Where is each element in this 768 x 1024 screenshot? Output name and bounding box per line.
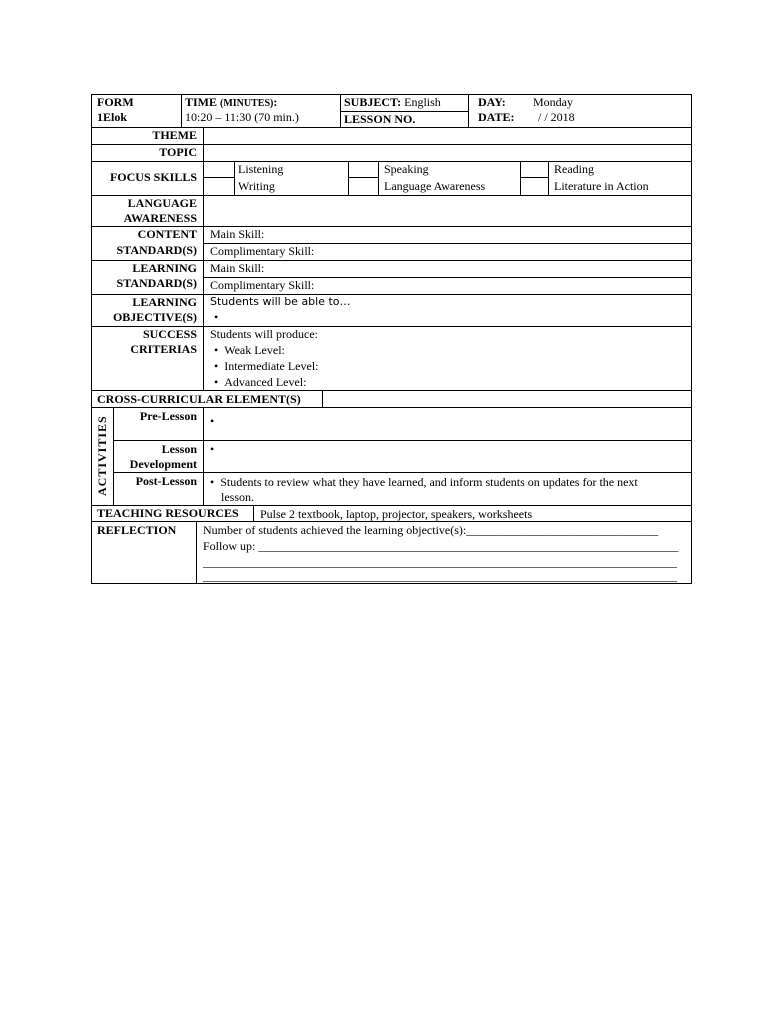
- post-lesson-label: Post-Lesson: [135, 474, 197, 488]
- learning-objective-text: Students will be able to…: [210, 295, 351, 308]
- learning-complimentary-skill: Complimentary Skill:: [210, 278, 315, 292]
- content-main-skill: Main Skill:: [210, 227, 265, 241]
- subject-field: SUBJECT: English: [344, 95, 441, 109]
- content-standard-label-1: CONTENT: [137, 227, 197, 241]
- success-advanced: • Advanced Level:: [214, 375, 307, 389]
- content-complimentary-skill: Complimentary Skill:: [210, 244, 315, 258]
- lesson-development-label-2: Development: [129, 457, 197, 471]
- post-lesson-text-2: lesson.: [221, 490, 254, 504]
- skill-writing: Writing: [238, 179, 275, 193]
- time-value: 10:20 – 11:30 (70 min.): [185, 110, 299, 124]
- reflection-label: REFLECTION: [97, 523, 177, 537]
- lesson-no-label: LESSON NO.: [344, 112, 416, 126]
- skill-literature: Literature in Action: [554, 179, 649, 193]
- learning-standard-label-2: STANDARD(S): [116, 276, 197, 290]
- focus-skills-label: FOCUS SKILLS: [109, 170, 197, 184]
- pre-lesson-bullet: [210, 414, 220, 428]
- time-label: TIME (MINUTES):: [185, 95, 278, 109]
- lesson-development-label-1: Lesson: [161, 442, 197, 456]
- learning-objective-label-2: OBJECTIVE(S): [112, 310, 197, 324]
- language-awareness-label-1: LANGUAGE: [127, 196, 197, 210]
- skill-speaking: Speaking: [384, 162, 429, 176]
- content-standard-label-2: STANDARD(S): [116, 243, 197, 257]
- reflection-achieved: Number of students achieved the learning objective(s):________________________________: [203, 523, 659, 537]
- activities-label: ACTIVITIES: [95, 415, 109, 496]
- pre-lesson-label: Pre-Lesson: [139, 409, 197, 423]
- teaching-resources-value: Pulse 2 textbook, laptop, projector, speakers, worksheets: [260, 507, 533, 521]
- learning-objective-bullet: [214, 310, 224, 324]
- learning-objective-label-1: LEARNING: [132, 295, 197, 309]
- success-intermediate: • Intermediate Level:: [214, 359, 319, 373]
- skill-language-awareness: Language Awareness: [384, 179, 486, 193]
- cross-curricular-label: CROSS-CURRICULAR ELEMENT(S): [97, 392, 301, 406]
- success-weak: • Weak Level:: [214, 343, 285, 357]
- form-label: FORM: [97, 95, 134, 109]
- success-intro: Students will produce:: [210, 327, 318, 341]
- topic-label: TOPIC: [159, 145, 197, 159]
- form-value: 1Elok: [97, 110, 128, 124]
- day-label: DAY:: [478, 95, 506, 109]
- success-criteria-label-1: SUCCESS: [142, 327, 197, 341]
- teaching-resources-label: TEACHING RESOURCES: [97, 506, 239, 520]
- day-value: Monday: [533, 95, 573, 109]
- post-lesson-text: • Students to review what they have learned, and inform students on updates for the next: [210, 475, 638, 489]
- skill-reading: Reading: [554, 162, 594, 176]
- reflection-follow-up: Follow up: ______________________________________________________________________: [203, 539, 679, 553]
- date-label: DATE:: [478, 110, 515, 124]
- language-awareness-label-2: AWARENESS: [123, 211, 197, 225]
- learning-main-skill: Main Skill:: [210, 261, 265, 275]
- reflection-line-3: _______________________________________________________________________________: [203, 555, 677, 569]
- theme-label: THEME: [152, 128, 197, 142]
- success-criteria-label-2: CRITERIAS: [130, 342, 197, 356]
- learning-standard-label-1: LEARNING: [132, 261, 197, 275]
- date-value: / / 2018: [538, 110, 575, 124]
- skill-listening: Listening: [238, 162, 284, 176]
- reflection-line-4: _______________________________________________________________________________: [203, 569, 677, 583]
- lesson-development-bullet: [210, 442, 220, 456]
